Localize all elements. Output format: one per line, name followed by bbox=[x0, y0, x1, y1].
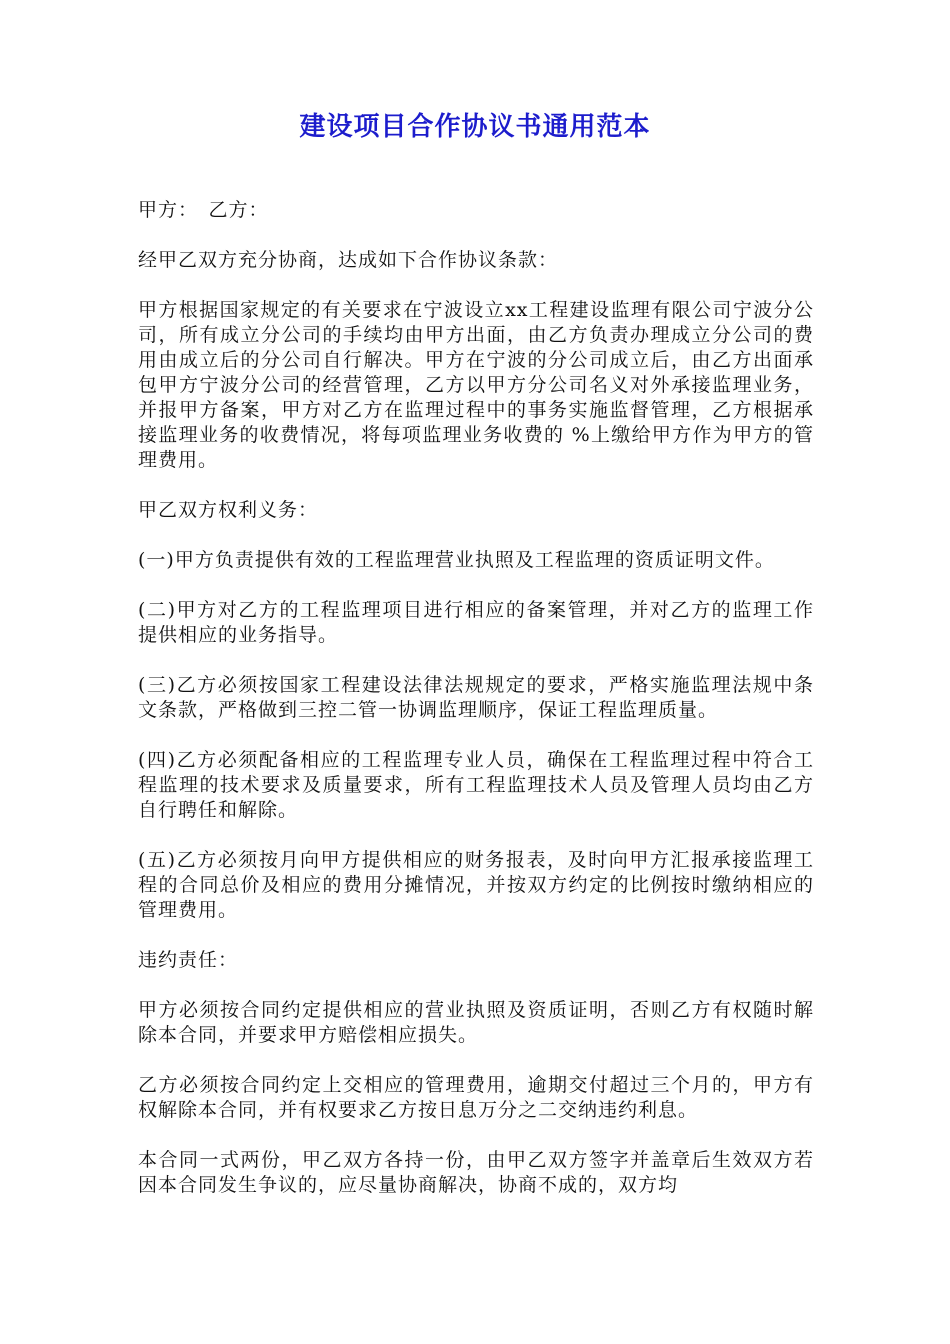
document-title: 建设项目合作协议书通用范本 bbox=[299, 112, 651, 142]
intro-paragraph: 经甲乙双方充分协商，达成如下合作协议条款： bbox=[138, 249, 559, 271]
clause-4: (四)乙方必须配备相应的工程监理专业人员，确保在工程监理过程中符合工程监理的技术要求及质量要求，所有工程监理技术人员及管理人员均由乙方自行聘任和解除。 bbox=[138, 749, 814, 821]
liability-party-a: 甲方必须按合同约定提供相应的营业执照及资质证明，否则乙方有权随时解除本合同，并要求甲方赔偿相应损失。 bbox=[138, 999, 814, 1046]
liability-party-b: 乙方必须按合同约定上交相应的管理费用，逾期交付超过三个月的，甲方有权解除本合同，并有权要求乙方按日息万分之二交纳违约利息。 bbox=[138, 1074, 814, 1121]
clause-5: (五)乙方必须按月向甲方提供相应的财务报表，及时向甲方汇报承接监理工程的合同总价及相应的费用分摊情况，并按双方约定的比例按时缴纳相应的管理费用。 bbox=[138, 849, 814, 921]
clause-1: (一)甲方负责提供有效的工程监理营业执照及工程监理的资质证明文件。 bbox=[138, 549, 775, 571]
closing-paragraph: 本合同一式两份，甲乙双方各持一份，由甲乙双方签字并盖章后生效双方若因本合同发生争议的，应尽量协商解决，协商不成的，双方均 bbox=[138, 1149, 814, 1196]
clause-3: (三)乙方必须按国家工程建设法律法规规定的要求，严格实施监理法规中条文条款，严格做到三控二管一协调监理顺序，保证工程监理质量。 bbox=[138, 674, 814, 721]
clause-2: (二)甲方对乙方的工程监理项目进行相应的备案管理，并对乙方的监理工作提供相应的业务指导。 bbox=[138, 599, 814, 646]
liability-heading: 违约责任： bbox=[138, 949, 239, 971]
background-paragraph: 甲方根据国家规定的有关要求在宁波设立xx工程建设监理有限公司宁波分公司，所有成立分公司的手续均由甲方出面，由乙方负责办理成立分公司的费用由成立后的分公司自行解决。甲方在宁波的分公司成立后，由乙方出面承包甲方宁波分公司的经营管理，乙方以甲方分公司名义对外承接监理业务，并报甲方备案，甲方对乙方在监理过程中的事务实施监督管理，乙方根据承接监理业务的收费情况，将每项监理业务收费的 %上缴给甲方作为甲方的管理费用。 bbox=[138, 299, 814, 471]
parties-line: 甲方： 乙方： bbox=[138, 199, 269, 221]
document-body bbox=[138, 198, 814, 1223]
rights-heading: 甲乙双方权利义务： bbox=[138, 499, 319, 521]
